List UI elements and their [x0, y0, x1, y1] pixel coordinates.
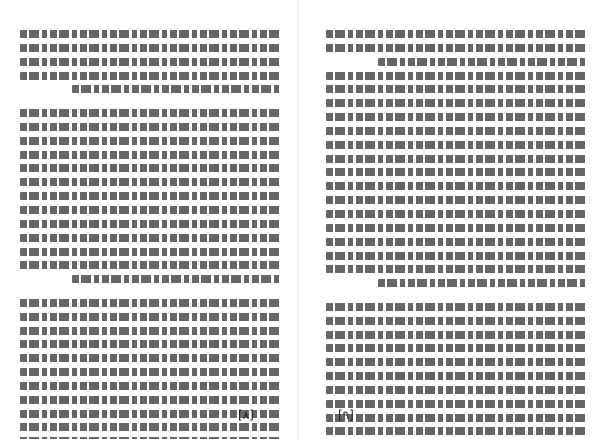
text-line — [20, 123, 282, 131]
text-line — [20, 382, 282, 390]
text-line — [326, 358, 588, 366]
text-line — [326, 372, 588, 380]
text-line — [20, 44, 282, 52]
text-line — [326, 30, 588, 38]
text-line — [20, 261, 282, 269]
text-line — [326, 400, 588, 408]
right-page-number: [۹] — [338, 408, 354, 422]
text-line — [20, 354, 282, 362]
text-line — [326, 303, 588, 311]
left-page-number: [۸] — [238, 408, 254, 422]
right-page — [298, 0, 596, 439]
text-line — [20, 423, 282, 431]
text-line — [326, 238, 588, 246]
text-line — [326, 127, 588, 135]
paragraph-break — [326, 293, 588, 297]
text-line — [326, 210, 588, 218]
text-line — [20, 72, 282, 80]
text-line — [326, 386, 588, 394]
text-line — [20, 206, 282, 214]
right-page-text-block — [326, 30, 588, 439]
text-line — [326, 155, 588, 163]
text-line — [20, 234, 282, 242]
text-line — [326, 141, 588, 149]
text-line — [326, 99, 588, 107]
text-line — [20, 327, 282, 335]
text-line — [20, 164, 282, 172]
text-line — [326, 252, 588, 260]
text-line — [326, 182, 588, 190]
text-line — [326, 344, 588, 352]
text-line — [326, 44, 588, 52]
text-line — [326, 113, 588, 121]
text-line — [378, 58, 588, 66]
text-line — [20, 368, 282, 376]
text-line — [20, 30, 282, 38]
text-line — [72, 275, 282, 283]
text-line — [20, 340, 282, 348]
text-line — [20, 299, 282, 307]
text-line — [20, 220, 282, 228]
text-line — [326, 85, 588, 93]
text-line — [326, 265, 588, 273]
text-line — [326, 331, 588, 339]
text-line — [326, 317, 588, 325]
text-line — [20, 248, 282, 256]
text-line — [20, 178, 282, 186]
text-line — [326, 196, 588, 204]
paragraph-break — [20, 289, 282, 293]
text-line — [326, 168, 588, 176]
text-line — [326, 72, 588, 80]
text-line — [72, 85, 282, 93]
text-line — [326, 414, 588, 422]
text-line — [20, 313, 282, 321]
text-line — [20, 396, 282, 404]
paragraph-break — [20, 99, 282, 103]
text-line — [20, 58, 282, 66]
text-line — [20, 137, 282, 145]
left-page-text-block — [20, 30, 282, 439]
text-line — [20, 109, 282, 117]
text-line — [20, 151, 282, 159]
text-line — [326, 427, 588, 435]
text-line — [378, 279, 588, 287]
text-line — [326, 224, 588, 232]
text-line — [20, 192, 282, 200]
